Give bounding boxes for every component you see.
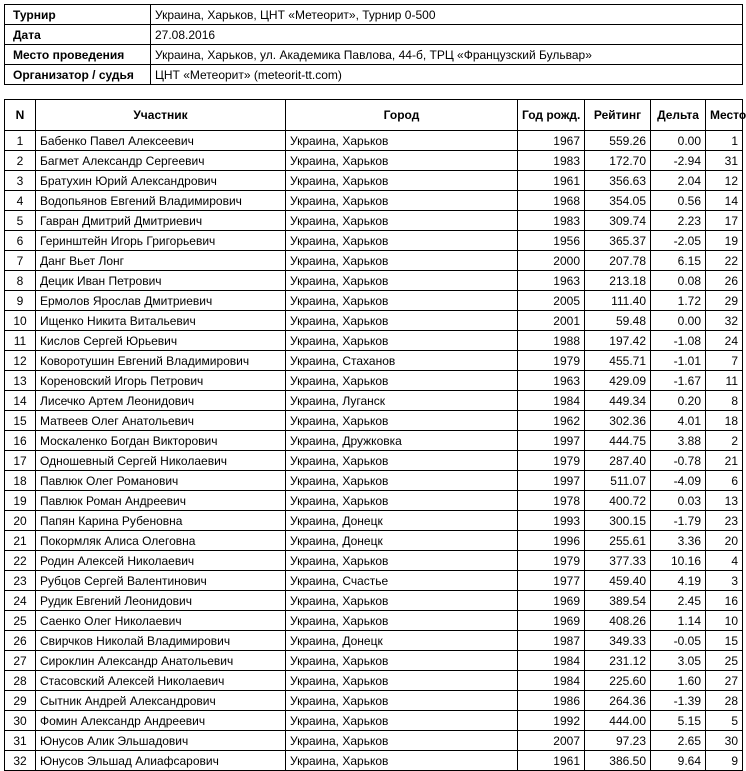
table-row [5,591,743,611]
cell-city: Украина, Харьков [286,551,518,571]
cell-rating: 255.61 [585,531,651,551]
cell-delta: 0.08 [651,271,706,291]
cell-participant: Сытник Андрей Александрович [36,691,286,711]
cell-participant: Папян Карина Рубеновна [36,511,286,531]
cell-city: Украина, Стаханов [286,351,518,371]
cell-city: Украина, Харьков [286,291,518,311]
cell-number: 20 [5,511,36,531]
table-row [5,171,743,191]
cell-number: 6 [5,231,36,251]
cell-place: 6 [706,471,743,491]
cell-delta: 3.88 [651,431,706,451]
cell-birth-year: 1984 [518,391,585,411]
col-header-rating: Рейтинг [585,100,651,131]
cell-participant: Стасовский Алексей Николаевич [36,671,286,691]
info-label: Место проведения [5,45,151,65]
cell-place: 21 [706,451,743,471]
cell-birth-year: 1977 [518,571,585,591]
header-row [5,100,743,131]
results-body [5,131,743,771]
cell-birth-year: 1956 [518,231,585,251]
table-row [5,531,743,551]
cell-place: 31 [706,151,743,171]
cell-delta: -1.01 [651,351,706,371]
cell-participant: Покормляк Алиса Олеговна [36,531,286,551]
table-row [5,731,743,751]
table-row [5,251,743,271]
cell-rating: 197.42 [585,331,651,351]
cell-number: 17 [5,451,36,471]
cell-participant: Кореновский Игорь Петрович [36,371,286,391]
cell-birth-year: 1984 [518,651,585,671]
cell-birth-year: 1996 [518,531,585,551]
table-row [5,751,743,771]
cell-birth-year: 1979 [518,351,585,371]
cell-rating: 559.26 [585,131,651,151]
info-row [5,65,743,85]
cell-number: 2 [5,151,36,171]
cell-rating: 386.50 [585,751,651,771]
cell-number: 5 [5,211,36,231]
cell-delta: 3.36 [651,531,706,551]
cell-number: 16 [5,431,36,451]
cell-city: Украина, Донецк [286,511,518,531]
cell-place: 3 [706,571,743,591]
cell-birth-year: 1997 [518,431,585,451]
cell-delta: 0.56 [651,191,706,211]
cell-city: Украина, Харьков [286,471,518,491]
cell-rating: 207.78 [585,251,651,271]
cell-city: Украина, Харьков [286,131,518,151]
tournament-info-table [4,4,743,85]
cell-place: 15 [706,631,743,651]
cell-birth-year: 1962 [518,411,585,431]
cell-place: 25 [706,651,743,671]
table-row [5,551,743,571]
table-row [5,331,743,351]
cell-rating: 444.75 [585,431,651,451]
cell-place: 29 [706,291,743,311]
cell-delta: -2.94 [651,151,706,171]
cell-number: 21 [5,531,36,551]
col-header-delta: Дельта [651,100,706,131]
cell-number: 10 [5,311,36,331]
cell-rating: 309.74 [585,211,651,231]
cell-city: Украина, Харьков [286,751,518,771]
table-row [5,191,743,211]
cell-birth-year: 1961 [518,171,585,191]
cell-birth-year: 1988 [518,331,585,351]
tournament-info-body [5,5,743,85]
cell-rating: 97.23 [585,731,651,751]
cell-participant: Децик Иван Петрович [36,271,286,291]
cell-rating: 111.40 [585,291,651,311]
cell-delta: 0.00 [651,311,706,331]
cell-participant: Саенко Олег Николаевич [36,611,286,631]
cell-rating: 459.40 [585,571,651,591]
cell-birth-year: 2001 [518,311,585,331]
cell-delta: -1.08 [651,331,706,351]
cell-rating: 59.48 [585,311,651,331]
info-value: Украина, Харьков, ЦНТ «Метеорит», Турнир 0-500 [151,5,743,25]
cell-city: Украина, Дружковка [286,431,518,451]
info-label: Дата [5,25,151,45]
cell-delta: -0.05 [651,631,706,651]
cell-rating: 429.09 [585,371,651,391]
table-row [5,291,743,311]
col-header-number: N [5,100,36,131]
cell-participant: Юнусов Алик Эльшадович [36,731,286,751]
table-row [5,231,743,251]
cell-place: 17 [706,211,743,231]
cell-delta: 1.72 [651,291,706,311]
info-row [5,5,743,25]
cell-city: Украина, Харьков [286,271,518,291]
cell-number: 12 [5,351,36,371]
cell-delta: 0.03 [651,491,706,511]
cell-participant: Рубцов Сергей Валентинович [36,571,286,591]
cell-birth-year: 1968 [518,191,585,211]
cell-place: 16 [706,591,743,611]
table-row [5,131,743,151]
cell-number: 18 [5,471,36,491]
cell-birth-year: 1961 [518,751,585,771]
cell-rating: 389.54 [585,591,651,611]
cell-place: 2 [706,431,743,451]
cell-place: 1 [706,131,743,151]
info-label: Турнир [5,5,151,25]
cell-participant: Ермолов Ярослав Дмитриевич [36,291,286,311]
cell-participant: Рудик Евгений Леонидович [36,591,286,611]
cell-participant: Гавран Дмитрий Дмитриевич [36,211,286,231]
cell-birth-year: 1987 [518,631,585,651]
cell-rating: 449.34 [585,391,651,411]
info-value: 27.08.2016 [151,25,743,45]
cell-rating: 213.18 [585,271,651,291]
cell-place: 30 [706,731,743,751]
cell-place: 14 [706,191,743,211]
cell-city: Украина, Харьков [286,331,518,351]
cell-delta: 1.60 [651,671,706,691]
cell-place: 11 [706,371,743,391]
cell-participant: Кислов Сергей Юрьевич [36,331,286,351]
col-header-birth-year: Год рожд. [518,100,585,131]
cell-number: 3 [5,171,36,191]
cell-rating: 356.63 [585,171,651,191]
col-header-city: Город [286,100,518,131]
cell-rating: 264.36 [585,691,651,711]
cell-participant: Ищенко Никита Витальевич [36,311,286,331]
cell-rating: 444.00 [585,711,651,731]
cell-rating: 231.12 [585,651,651,671]
cell-number: 4 [5,191,36,211]
cell-birth-year: 1963 [518,371,585,391]
cell-birth-year: 1984 [518,671,585,691]
cell-participant: Бабенко Павел Алексеевич [36,131,286,151]
cell-birth-year: 1983 [518,211,585,231]
cell-delta: 0.20 [651,391,706,411]
cell-place: 10 [706,611,743,631]
cell-rating: 225.60 [585,671,651,691]
cell-number: 19 [5,491,36,511]
cell-birth-year: 2007 [518,731,585,751]
cell-rating: 455.71 [585,351,651,371]
cell-participant: Братухин Юрий Александрович [36,171,286,191]
cell-number: 26 [5,631,36,651]
cell-participant: Юнусов Эльшад Алиафсарович [36,751,286,771]
cell-rating: 354.05 [585,191,651,211]
cell-place: 24 [706,331,743,351]
cell-city: Украина, Харьков [286,711,518,731]
cell-number: 1 [5,131,36,151]
cell-city: Украина, Харьков [286,251,518,271]
table-row [5,451,743,471]
cell-delta: 6.15 [651,251,706,271]
cell-participant: Павлюк Роман Андреевич [36,491,286,511]
cell-participant: Москаленко Богдан Викторович [36,431,286,451]
cell-delta: 2.45 [651,591,706,611]
col-header-place: Место [706,100,743,131]
cell-birth-year: 1992 [518,711,585,731]
cell-delta: 0.00 [651,131,706,151]
cell-delta: 2.23 [651,211,706,231]
cell-place: 22 [706,251,743,271]
table-row [5,411,743,431]
cell-rating: 365.37 [585,231,651,251]
cell-participant: Фомин Александр Андреевич [36,711,286,731]
cell-delta: -1.39 [651,691,706,711]
cell-city: Украина, Харьков [286,671,518,691]
cell-place: 9 [706,751,743,771]
cell-birth-year: 1979 [518,551,585,571]
cell-birth-year: 1993 [518,511,585,531]
cell-rating: 302.36 [585,411,651,431]
cell-participant: Геринштейн Игорь Григорьевич [36,231,286,251]
results-header [5,100,746,131]
cell-city: Украина, Харьков [286,371,518,391]
cell-delta: 1.14 [651,611,706,631]
table-row [5,371,743,391]
cell-rating: 287.40 [585,451,651,471]
table-row [5,671,743,691]
cell-number: 29 [5,691,36,711]
cell-number: 11 [5,331,36,351]
cell-rating: 349.33 [585,631,651,651]
cell-city: Украина, Донецк [286,631,518,651]
cell-delta: 9.64 [651,751,706,771]
info-value: Украина, Харьков, ул. Академика Павлова, 44-б, ТРЦ «Французский Бульвар» [151,45,743,65]
table-row [5,711,743,731]
table-row [5,631,743,651]
cell-birth-year: 1978 [518,491,585,511]
cell-number: 7 [5,251,36,271]
table-row [5,271,743,291]
cell-rating: 300.15 [585,511,651,531]
cell-participant: Одношевный Сергей Николаевич [36,451,286,471]
cell-number: 28 [5,671,36,691]
cell-rating: 511.07 [585,471,651,491]
cell-delta: -1.79 [651,511,706,531]
cell-birth-year: 1969 [518,611,585,631]
info-value: ЦНТ «Метеорит» (meteorit-tt.com) [151,65,743,85]
cell-city: Украина, Харьков [286,411,518,431]
cell-place: 26 [706,271,743,291]
cell-city: Украина, Харьков [286,151,518,171]
cell-delta: -2.05 [651,231,706,251]
table-row [5,511,743,531]
cell-place: 18 [706,411,743,431]
cell-rating: 172.70 [585,151,651,171]
cell-number: 15 [5,411,36,431]
table-row [5,691,743,711]
table-row [5,311,743,331]
cell-number: 31 [5,731,36,751]
cell-birth-year: 1969 [518,591,585,611]
table-row [5,471,743,491]
cell-birth-year: 1967 [518,131,585,151]
table-row [5,391,743,411]
info-label: Организатор / судья [5,65,151,85]
table-row [5,571,743,591]
cell-city: Украина, Харьков [286,231,518,251]
cell-participant: Родин Алексей Николаевич [36,551,286,571]
cell-number: 23 [5,571,36,591]
cell-participant: Багмет Александр Сергеевич [36,151,286,171]
cell-delta: 4.01 [651,411,706,431]
cell-number: 9 [5,291,36,311]
cell-birth-year: 1963 [518,271,585,291]
table-row [5,211,743,231]
cell-place: 5 [706,711,743,731]
cell-rating: 377.33 [585,551,651,571]
cell-number: 30 [5,711,36,731]
cell-number: 25 [5,611,36,631]
cell-place: 27 [706,671,743,691]
cell-city: Украина, Харьков [286,171,518,191]
cell-participant: Водопьянов Евгений Владимирович [36,191,286,211]
cell-place: 20 [706,531,743,551]
cell-place: 4 [706,551,743,571]
cell-place: 19 [706,231,743,251]
cell-delta: 2.65 [651,731,706,751]
cell-place: 23 [706,511,743,531]
cell-participant: Матвеев Олег Анатольевич [36,411,286,431]
cell-delta: 10.16 [651,551,706,571]
cell-birth-year: 2000 [518,251,585,271]
cell-city: Украина, Счастье [286,571,518,591]
cell-city: Украина, Харьков [286,611,518,631]
cell-city: Украина, Харьков [286,191,518,211]
table-row [5,431,743,451]
cell-birth-year: 1979 [518,451,585,471]
cell-birth-year: 2005 [518,291,585,311]
cell-number: 8 [5,271,36,291]
cell-number: 22 [5,551,36,571]
cell-delta: 5.15 [651,711,706,731]
cell-number: 27 [5,651,36,671]
cell-participant: Павлюк Олег Романович [36,471,286,491]
cell-participant: Данг Вьет Лонг [36,251,286,271]
cell-delta: 3.05 [651,651,706,671]
cell-participant: Коворотушин Евгений Владимирович [36,351,286,371]
cell-city: Украина, Донецк [286,531,518,551]
cell-delta: -0.78 [651,451,706,471]
info-row [5,25,743,45]
cell-place: 12 [706,171,743,191]
cell-place: 8 [706,391,743,411]
cell-rating: 400.72 [585,491,651,511]
cell-delta: -1.67 [651,371,706,391]
cell-participant: Сироклин Александр Анатольевич [36,651,286,671]
cell-place: 7 [706,351,743,371]
cell-delta: -4.09 [651,471,706,491]
cell-rating: 408.26 [585,611,651,631]
cell-number: 14 [5,391,36,411]
cell-city: Украина, Харьков [286,451,518,471]
table-row [5,651,743,671]
table-row [5,491,743,511]
table-row [5,351,743,371]
cell-city: Украина, Харьков [286,731,518,751]
cell-number: 13 [5,371,36,391]
cell-birth-year: 1997 [518,471,585,491]
info-row [5,45,743,65]
cell-participant: Лисечко Артем Леонидович [36,391,286,411]
cell-city: Украина, Харьков [286,491,518,511]
table-row [5,151,743,171]
cell-city: Украина, Харьков [286,211,518,231]
cell-participant: Свирчков Николай Владимирович [36,631,286,651]
table-row [5,611,743,631]
cell-place: 13 [706,491,743,511]
cell-number: 32 [5,751,36,771]
cell-city: Украина, Харьков [286,591,518,611]
cell-birth-year: 1986 [518,691,585,711]
cell-city: Украина, Харьков [286,651,518,671]
cell-delta: 4.19 [651,571,706,591]
cell-city: Украина, Харьков [286,311,518,331]
col-header-participant: Участник [36,100,286,131]
cell-city: Украина, Луганск [286,391,518,411]
cell-city: Украина, Харьков [286,691,518,711]
cell-place: 32 [706,311,743,331]
cell-delta: 2.04 [651,171,706,191]
cell-place: 28 [706,691,743,711]
results-table [4,99,746,771]
cell-birth-year: 1983 [518,151,585,171]
cell-number: 24 [5,591,36,611]
